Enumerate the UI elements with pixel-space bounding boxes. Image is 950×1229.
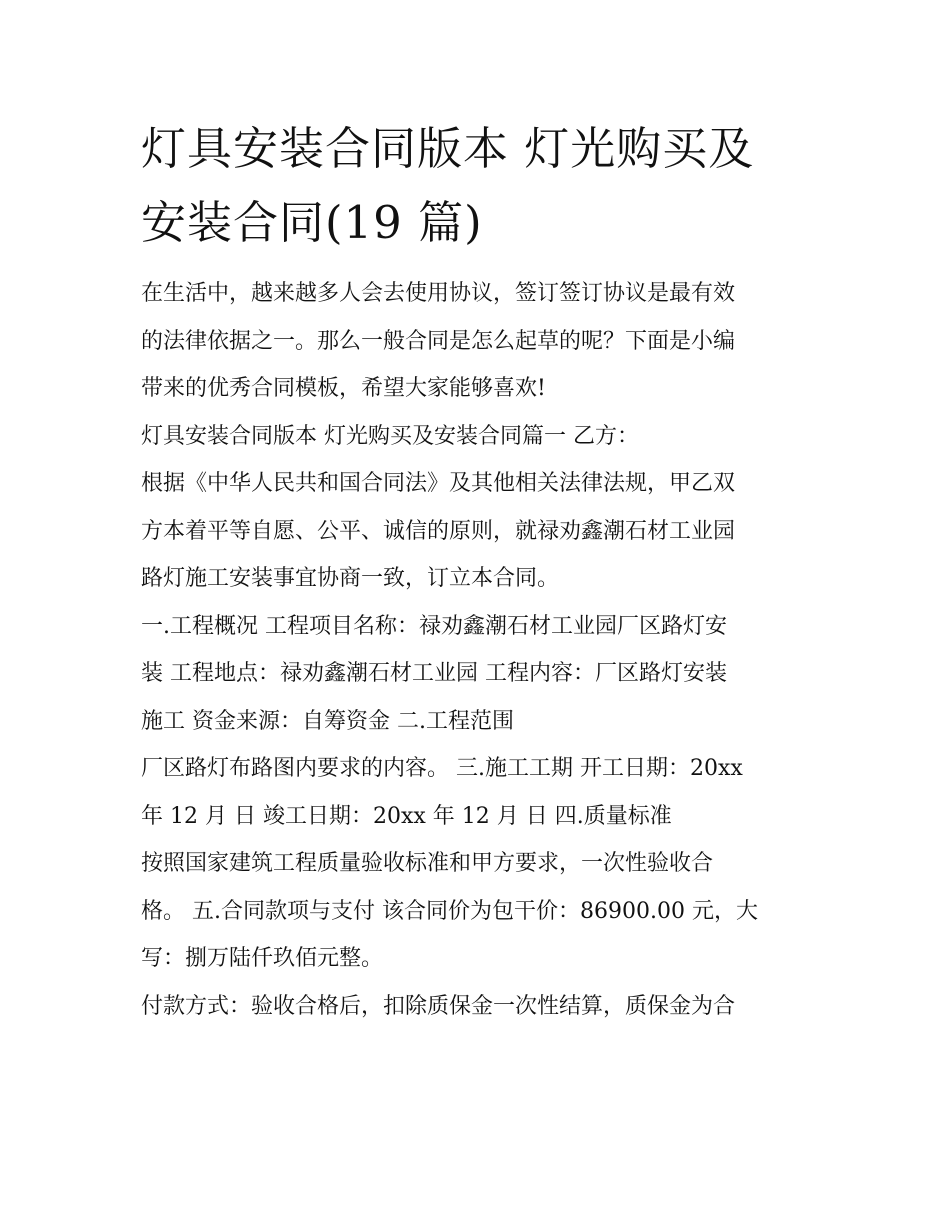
body-line: 厂区路灯布路图内要求的内容。 三.施工工期 开工日期：20xx xyxy=(141,756,743,781)
document-title xyxy=(141,112,841,260)
body-line: 付款方式：验收合格后，扣除质保金一次性结算，质保金为合 xyxy=(141,993,736,1019)
body-line: 灯具安装合同版本 灯光购买及安装合同篇一 乙方： xyxy=(141,423,639,449)
body-line: 带来的优秀合同模板，希望大家能够喜欢! xyxy=(141,376,546,401)
body-line: 方本着平等自愿、公平、诚信的原则，就禄劝鑫潮石材工业园 xyxy=(141,518,736,544)
body-line: 在生活中，越来越多人会去使用协议，签订签订协议是最有效 xyxy=(141,281,736,306)
body-line: 根据《中华人民共和国合同法》及其他相关法律法规，甲乙双 xyxy=(141,471,736,496)
body-line: 装 工程地点：禄劝鑫潮石材工业园 工程内容：厂区路灯安装 xyxy=(141,661,727,686)
body-line: 的法律依据之一。那么一般合同是怎么起草的呢？下面是小编 xyxy=(141,328,736,354)
body-line: 一.工程概况 工程项目名称：禄劝鑫潮石材工业园厂区路灯安 xyxy=(141,613,727,639)
body-line: 格。 五.合同款项与支付 该合同价为包干价：86900.00 元，大 xyxy=(141,898,758,924)
body-line: 年 12 月 日 竣工日期：20xx 年 12 月 日 四.质量标准 xyxy=(141,803,672,829)
body-line: 路灯施工安装事宜协商一致，订立本合同。 xyxy=(141,566,560,591)
title-line-1: 灯具安装合同版本 灯光购买及 xyxy=(141,122,755,175)
document-body xyxy=(141,281,831,1041)
body-line: 施工 资金来源：自筹资金 二.工程范围 xyxy=(141,708,514,734)
body-line: 写：捌万陆仟玖佰元整。 xyxy=(141,946,384,971)
body-line: 按照国家建筑工程质量验收标准和甲方要求，一次性验收合 xyxy=(141,851,714,876)
title-line-2: 安装合同(19 篇) xyxy=(141,196,483,249)
